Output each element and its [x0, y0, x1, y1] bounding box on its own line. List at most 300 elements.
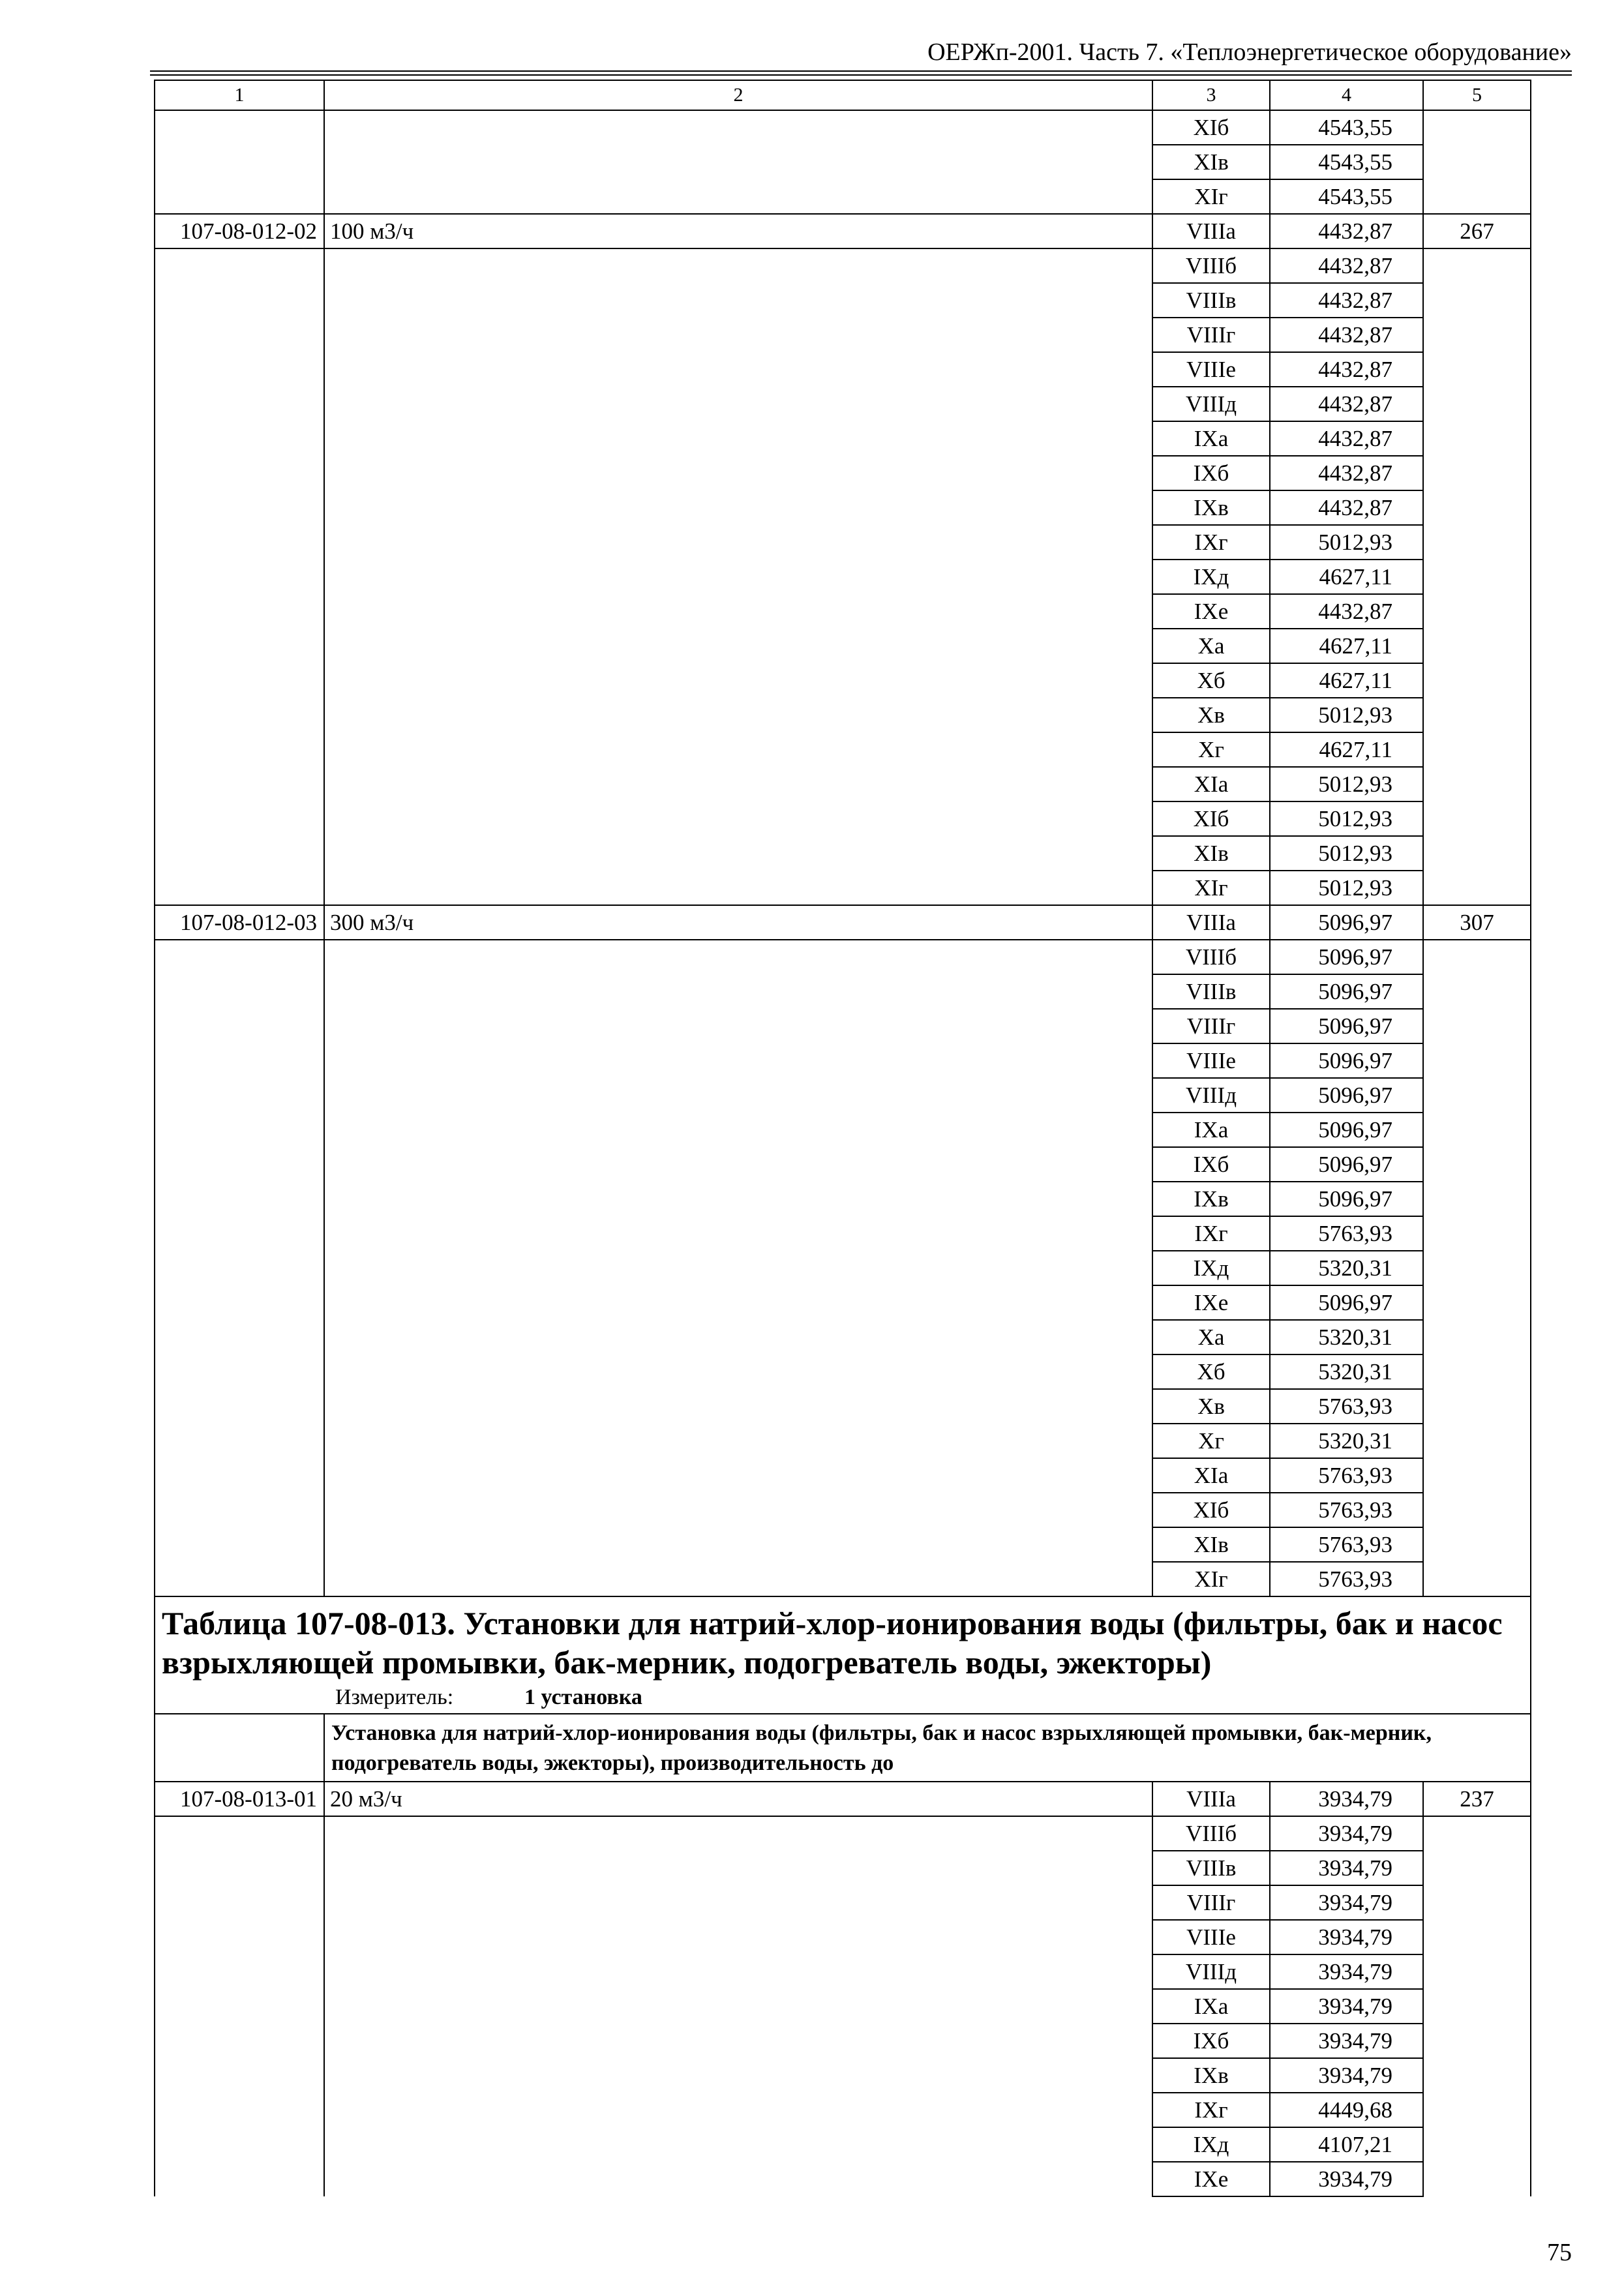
name-cell	[324, 1285, 1152, 1320]
name-cell	[324, 871, 1152, 905]
code-cell: 107-08-012-02	[155, 214, 324, 248]
price-cell: 5320,31	[1270, 1354, 1423, 1389]
zone-cell: IXв	[1152, 490, 1270, 525]
table-row	[155, 1954, 1531, 1989]
code-cell	[155, 1285, 324, 1320]
name-cell	[324, 1885, 1152, 1920]
code-cell	[155, 1043, 324, 1078]
table-row	[155, 1251, 1531, 1285]
workers-cell	[1423, 940, 1531, 974]
zone-cell: VIIIд	[1152, 1078, 1270, 1113]
name-cell	[324, 2058, 1152, 2093]
column-number-1: 1	[155, 80, 324, 110]
price-cell: 5096,97	[1270, 974, 1423, 1009]
zone-cell: IXд	[1152, 560, 1270, 594]
code-cell	[155, 1954, 324, 1989]
table-row	[155, 1182, 1531, 1216]
zone-cell: VIIIа	[1152, 214, 1270, 248]
name-cell	[324, 387, 1152, 421]
name-cell	[324, 1989, 1152, 2024]
price-cell: 4432,87	[1270, 248, 1423, 283]
workers-cell	[1423, 318, 1531, 352]
code-cell	[155, 836, 324, 871]
code-cell	[155, 1562, 324, 1596]
zone-cell: IXг	[1152, 2093, 1270, 2127]
name-cell	[324, 732, 1152, 767]
table-row	[155, 1009, 1531, 1043]
zone-cell: IXе	[1152, 1285, 1270, 1320]
name-cell	[324, 283, 1152, 318]
zone-cell: IXг	[1152, 1216, 1270, 1251]
price-cell: 4432,87	[1270, 352, 1423, 387]
code-cell	[155, 387, 324, 421]
workers-cell	[1423, 629, 1531, 663]
zone-cell: XIв	[1152, 145, 1270, 179]
workers-cell	[1423, 248, 1531, 283]
zone-cell: Xа	[1152, 1320, 1270, 1354]
price-cell: 5763,93	[1270, 1389, 1423, 1424]
price-cell: 3934,79	[1270, 2024, 1423, 2058]
workers-cell	[1423, 2024, 1531, 2058]
workers-cell	[1423, 1354, 1531, 1389]
code-cell	[155, 629, 324, 663]
zone-cell: VIIIе	[1152, 352, 1270, 387]
code-cell	[155, 352, 324, 387]
table-row	[155, 1920, 1531, 1954]
name-cell	[324, 940, 1152, 974]
table-row	[155, 421, 1531, 456]
table-row	[155, 1493, 1531, 1527]
price-cell: 5320,31	[1270, 1320, 1423, 1354]
workers-cell	[1423, 456, 1531, 490]
zone-cell: IXд	[1152, 2127, 1270, 2162]
code-cell	[155, 283, 324, 318]
table-row	[155, 179, 1531, 214]
name-cell	[324, 1043, 1152, 1078]
zone-cell: XIв	[1152, 1527, 1270, 1562]
table-row	[155, 1458, 1531, 1493]
table-row	[155, 663, 1531, 698]
zone-cell: IXа	[1152, 1113, 1270, 1147]
table-row	[155, 905, 1531, 940]
code-cell	[155, 1320, 324, 1354]
meter-line	[162, 1682, 1524, 1713]
zone-cell: XIв	[1152, 836, 1270, 871]
code-cell	[155, 179, 324, 214]
zone-cell: IXд	[1152, 1251, 1270, 1285]
price-cell: 3934,79	[1270, 1885, 1423, 1920]
name-cell	[324, 2024, 1152, 2058]
workers-cell	[1423, 1078, 1531, 1113]
workers-cell	[1423, 1113, 1531, 1147]
zone-cell: IXв	[1152, 2058, 1270, 2093]
price-cell: 3934,79	[1270, 1851, 1423, 1885]
price-cell: 5320,31	[1270, 1424, 1423, 1458]
workers-cell	[1423, 421, 1531, 456]
code-cell	[155, 663, 324, 698]
running-header: ОЕРЖп-2001. Часть 7. «Теплоэнергетическое оборудование»	[927, 38, 1572, 66]
workers-cell	[1423, 352, 1531, 387]
table-row	[155, 2024, 1531, 2058]
zone-cell: IXб	[1152, 2024, 1270, 2058]
workers-cell	[1423, 2162, 1531, 2196]
code-cell	[155, 1989, 324, 2024]
price-cell: 5012,93	[1270, 801, 1423, 836]
table-row	[155, 1816, 1531, 1851]
name-cell: 100 м3/ч	[324, 214, 1152, 248]
name-cell	[324, 1458, 1152, 1493]
code-cell	[155, 732, 324, 767]
code-cell	[155, 594, 324, 629]
code-cell: 107-08-012-03	[155, 905, 324, 940]
workers-cell	[1423, 594, 1531, 629]
zone-cell: XIб	[1152, 801, 1270, 836]
table-row	[155, 248, 1531, 283]
name-cell	[324, 248, 1152, 283]
workers-cell	[1423, 1043, 1531, 1078]
price-cell: 5096,97	[1270, 1078, 1423, 1113]
price-cell: 3934,79	[1270, 1989, 1423, 2024]
workers-cell	[1423, 1989, 1531, 2024]
name-cell	[324, 2093, 1152, 2127]
header-rule	[150, 70, 1572, 76]
table-row	[155, 629, 1531, 663]
code-cell	[155, 1851, 324, 1885]
workers-cell	[1423, 525, 1531, 560]
name-cell	[324, 1354, 1152, 1389]
price-cell: 5763,93	[1270, 1493, 1423, 1527]
column-number-2: 2	[324, 80, 1152, 110]
code-cell	[155, 490, 324, 525]
code-cell	[155, 1920, 324, 1954]
table-row	[155, 560, 1531, 594]
workers-cell	[1423, 145, 1531, 179]
table-row	[155, 836, 1531, 871]
table-row	[155, 1216, 1531, 1251]
name-cell	[324, 767, 1152, 801]
zone-cell: XIб	[1152, 1493, 1270, 1527]
zone-cell: Xг	[1152, 732, 1270, 767]
price-cell: 4432,87	[1270, 490, 1423, 525]
section-caption: Установка для натрий-хлор-ионирования воды (фильтры, бак и насос взрыхляющей промывки, бак-мерник, подогреватель воды, эжекторы), производительность до	[324, 1714, 1531, 1782]
price-cell: 4543,55	[1270, 145, 1423, 179]
table-row	[155, 145, 1531, 179]
price-cell: 5763,93	[1270, 1458, 1423, 1493]
code-cell	[155, 1216, 324, 1251]
code-cell	[155, 871, 324, 905]
code-cell	[155, 1816, 324, 1851]
workers-cell	[1423, 1458, 1531, 1493]
page-number: 75	[1547, 2239, 1572, 2266]
price-cell: 5096,97	[1270, 905, 1423, 940]
price-cell: 5012,93	[1270, 871, 1423, 905]
code-cell	[155, 525, 324, 560]
zone-cell: IXв	[1152, 1182, 1270, 1216]
code-cell	[155, 560, 324, 594]
name-cell	[324, 1320, 1152, 1354]
table-row	[155, 1989, 1531, 2024]
price-cell: 4432,87	[1270, 283, 1423, 318]
zone-cell: IXб	[1152, 456, 1270, 490]
table-row	[155, 283, 1531, 318]
code-cell	[155, 974, 324, 1009]
workers-cell	[1423, 1920, 1531, 1954]
price-cell: 4627,11	[1270, 629, 1423, 663]
price-cell: 4627,11	[1270, 732, 1423, 767]
workers-cell	[1423, 1389, 1531, 1424]
workers-cell	[1423, 1562, 1531, 1596]
price-cell: 5096,97	[1270, 1147, 1423, 1182]
code-cell	[155, 2162, 324, 2196]
name-cell	[324, 318, 1152, 352]
name-cell	[324, 179, 1152, 214]
name-cell	[324, 1251, 1152, 1285]
code-cell	[155, 2024, 324, 2058]
price-cell: 4432,87	[1270, 387, 1423, 421]
price-cell: 3934,79	[1270, 1954, 1423, 1989]
workers-cell	[1423, 179, 1531, 214]
workers-cell	[1423, 1251, 1531, 1285]
code-cell	[155, 1182, 324, 1216]
table-row	[155, 1885, 1531, 1920]
workers-cell	[1423, 1954, 1531, 1989]
zone-cell: VIIIг	[1152, 318, 1270, 352]
name-cell	[324, 1562, 1152, 1596]
zone-cell: VIIIа	[1152, 1782, 1270, 1816]
workers-cell	[1423, 2093, 1531, 2127]
workers-cell	[1423, 836, 1531, 871]
table-row	[155, 767, 1531, 801]
price-cell: 5012,93	[1270, 525, 1423, 560]
zone-cell: IXе	[1152, 594, 1270, 629]
name-cell	[324, 1527, 1152, 1562]
workers-cell	[1423, 1182, 1531, 1216]
table-row	[155, 1782, 1531, 1816]
price-cell: 4432,87	[1270, 318, 1423, 352]
name-cell	[324, 110, 1152, 145]
zone-cell: Xа	[1152, 629, 1270, 663]
table-row	[155, 1851, 1531, 1885]
table-row	[155, 732, 1531, 767]
workers-cell	[1423, 2127, 1531, 2162]
zone-cell: XIа	[1152, 767, 1270, 801]
zone-cell: XIб	[1152, 110, 1270, 145]
code-cell	[155, 1113, 324, 1147]
code-cell	[155, 801, 324, 836]
workers-cell	[1423, 871, 1531, 905]
name-cell	[324, 1424, 1152, 1458]
code-cell	[155, 456, 324, 490]
code-cell	[155, 1885, 324, 1920]
workers-cell	[1423, 1285, 1531, 1320]
workers-cell	[1423, 1527, 1531, 1562]
name-cell	[324, 974, 1152, 1009]
meter-label: Измеритель:	[335, 1685, 454, 1709]
workers-cell	[1423, 110, 1531, 145]
column-number-row	[155, 80, 1531, 110]
price-cell: 5012,93	[1270, 698, 1423, 732]
workers-cell	[1423, 2058, 1531, 2093]
zone-cell: VIIIд	[1152, 387, 1270, 421]
zone-cell: VIIIд	[1152, 1954, 1270, 1989]
workers-cell	[1423, 560, 1531, 594]
table-row	[155, 1285, 1531, 1320]
name-cell	[324, 1389, 1152, 1424]
table-row	[155, 456, 1531, 490]
code-cell	[155, 1147, 324, 1182]
name-cell	[324, 490, 1152, 525]
table-title: Таблица 107-08-013. Установки для натрий-хлор-ионирования воды (фильтры, бак и насос взрыхляющей промывки, бак-мерник, подогреватель воды, эжекторы)	[162, 1605, 1503, 1681]
table-row	[155, 871, 1531, 905]
zone-cell: VIIIг	[1152, 1009, 1270, 1043]
table-row	[155, 698, 1531, 732]
code-cell	[155, 1493, 324, 1527]
workers-cell	[1423, 1424, 1531, 1458]
table-row	[155, 2162, 1531, 2196]
code-cell	[155, 145, 324, 179]
table-row	[155, 1078, 1531, 1113]
price-cell: 4543,55	[1270, 110, 1423, 145]
table-row	[155, 1389, 1531, 1424]
table-row	[155, 2093, 1531, 2127]
name-cell	[324, 1493, 1152, 1527]
code-cell	[155, 1354, 324, 1389]
name-cell	[324, 1954, 1152, 1989]
table-row	[155, 974, 1531, 1009]
price-cell: 5096,97	[1270, 1043, 1423, 1078]
zone-cell: Xв	[1152, 698, 1270, 732]
zone-cell: IXг	[1152, 525, 1270, 560]
workers-cell	[1423, 1851, 1531, 1885]
code-cell	[155, 1714, 324, 1782]
workers-cell	[1423, 1816, 1531, 1851]
workers-cell	[1423, 663, 1531, 698]
code-cell	[155, 698, 324, 732]
column-number-5: 5	[1423, 80, 1531, 110]
name-cell	[324, 594, 1152, 629]
name-cell	[324, 1009, 1152, 1043]
price-cell: 5096,97	[1270, 1182, 1423, 1216]
workers-cell	[1423, 283, 1531, 318]
name-cell	[324, 525, 1152, 560]
workers-cell	[1423, 974, 1531, 1009]
zone-cell: XIа	[1152, 1458, 1270, 1493]
table-row	[155, 1424, 1531, 1458]
caption-row	[155, 1714, 1531, 1782]
price-cell: 4432,87	[1270, 594, 1423, 629]
table-row	[155, 801, 1531, 836]
zone-cell: Xг	[1152, 1424, 1270, 1458]
name-cell	[324, 663, 1152, 698]
code-cell	[155, 1251, 324, 1285]
name-cell	[324, 629, 1152, 663]
table-row	[155, 2127, 1531, 2162]
table-row	[155, 318, 1531, 352]
table-row	[155, 1354, 1531, 1389]
zone-cell: VIIIа	[1152, 905, 1270, 940]
price-cell: 4432,87	[1270, 214, 1423, 248]
code-cell	[155, 767, 324, 801]
zone-cell: VIIIв	[1152, 283, 1270, 318]
name-cell	[324, 1078, 1152, 1113]
table-row	[155, 1320, 1531, 1354]
workers-cell	[1423, 698, 1531, 732]
code-cell	[155, 1389, 324, 1424]
name-cell	[324, 698, 1152, 732]
name-cell	[324, 145, 1152, 179]
name-cell	[324, 352, 1152, 387]
name-cell: 300 м3/ч	[324, 905, 1152, 940]
table-row	[155, 1113, 1531, 1147]
zone-cell: VIIIе	[1152, 1920, 1270, 1954]
workers-cell	[1423, 801, 1531, 836]
price-table	[154, 80, 1531, 2197]
workers-cell: 237	[1423, 1782, 1531, 1816]
price-cell: 3934,79	[1270, 2058, 1423, 2093]
zone-cell: XIг	[1152, 1562, 1270, 1596]
table-row	[155, 110, 1531, 145]
code-cell	[155, 1078, 324, 1113]
column-number-3: 3	[1152, 80, 1270, 110]
price-cell: 5763,93	[1270, 1216, 1423, 1251]
table-row	[155, 1527, 1531, 1562]
workers-cell	[1423, 1493, 1531, 1527]
table-row	[155, 2058, 1531, 2093]
name-cell	[324, 1816, 1152, 1851]
zone-cell: IXа	[1152, 421, 1270, 456]
workers-cell	[1423, 1885, 1531, 1920]
code-cell	[155, 248, 324, 283]
code-cell	[155, 110, 324, 145]
zone-cell: VIIIе	[1152, 1043, 1270, 1078]
zone-cell: IXа	[1152, 1989, 1270, 2024]
name-cell	[324, 421, 1152, 456]
name-cell	[324, 1920, 1152, 1954]
price-cell: 3934,79	[1270, 1920, 1423, 1954]
zone-cell: VIIIв	[1152, 974, 1270, 1009]
price-cell: 5763,93	[1270, 1527, 1423, 1562]
price-cell: 4627,11	[1270, 663, 1423, 698]
price-cell: 5763,93	[1270, 1562, 1423, 1596]
name-cell	[324, 1182, 1152, 1216]
table-row	[155, 594, 1531, 629]
workers-cell	[1423, 1147, 1531, 1182]
price-cell: 4432,87	[1270, 421, 1423, 456]
price-cell: 4543,55	[1270, 179, 1423, 214]
table-row	[155, 387, 1531, 421]
zone-cell: VIIIб	[1152, 248, 1270, 283]
name-cell	[324, 1113, 1152, 1147]
price-cell: 5096,97	[1270, 1285, 1423, 1320]
workers-cell: 307	[1423, 905, 1531, 940]
table-row	[155, 525, 1531, 560]
zone-cell: Xв	[1152, 1389, 1270, 1424]
code-cell	[155, 1009, 324, 1043]
price-cell: 3934,79	[1270, 1782, 1423, 1816]
price-cell: 3934,79	[1270, 1816, 1423, 1851]
zone-cell: VIIIг	[1152, 1885, 1270, 1920]
zone-cell: XIг	[1152, 871, 1270, 905]
table-row	[155, 214, 1531, 248]
price-cell: 4449,68	[1270, 2093, 1423, 2127]
workers-cell	[1423, 1009, 1531, 1043]
name-cell	[324, 2127, 1152, 2162]
code-cell	[155, 1424, 324, 1458]
code-cell	[155, 2058, 324, 2093]
name-cell	[324, 456, 1152, 490]
name-cell	[324, 836, 1152, 871]
code-cell	[155, 2093, 324, 2127]
